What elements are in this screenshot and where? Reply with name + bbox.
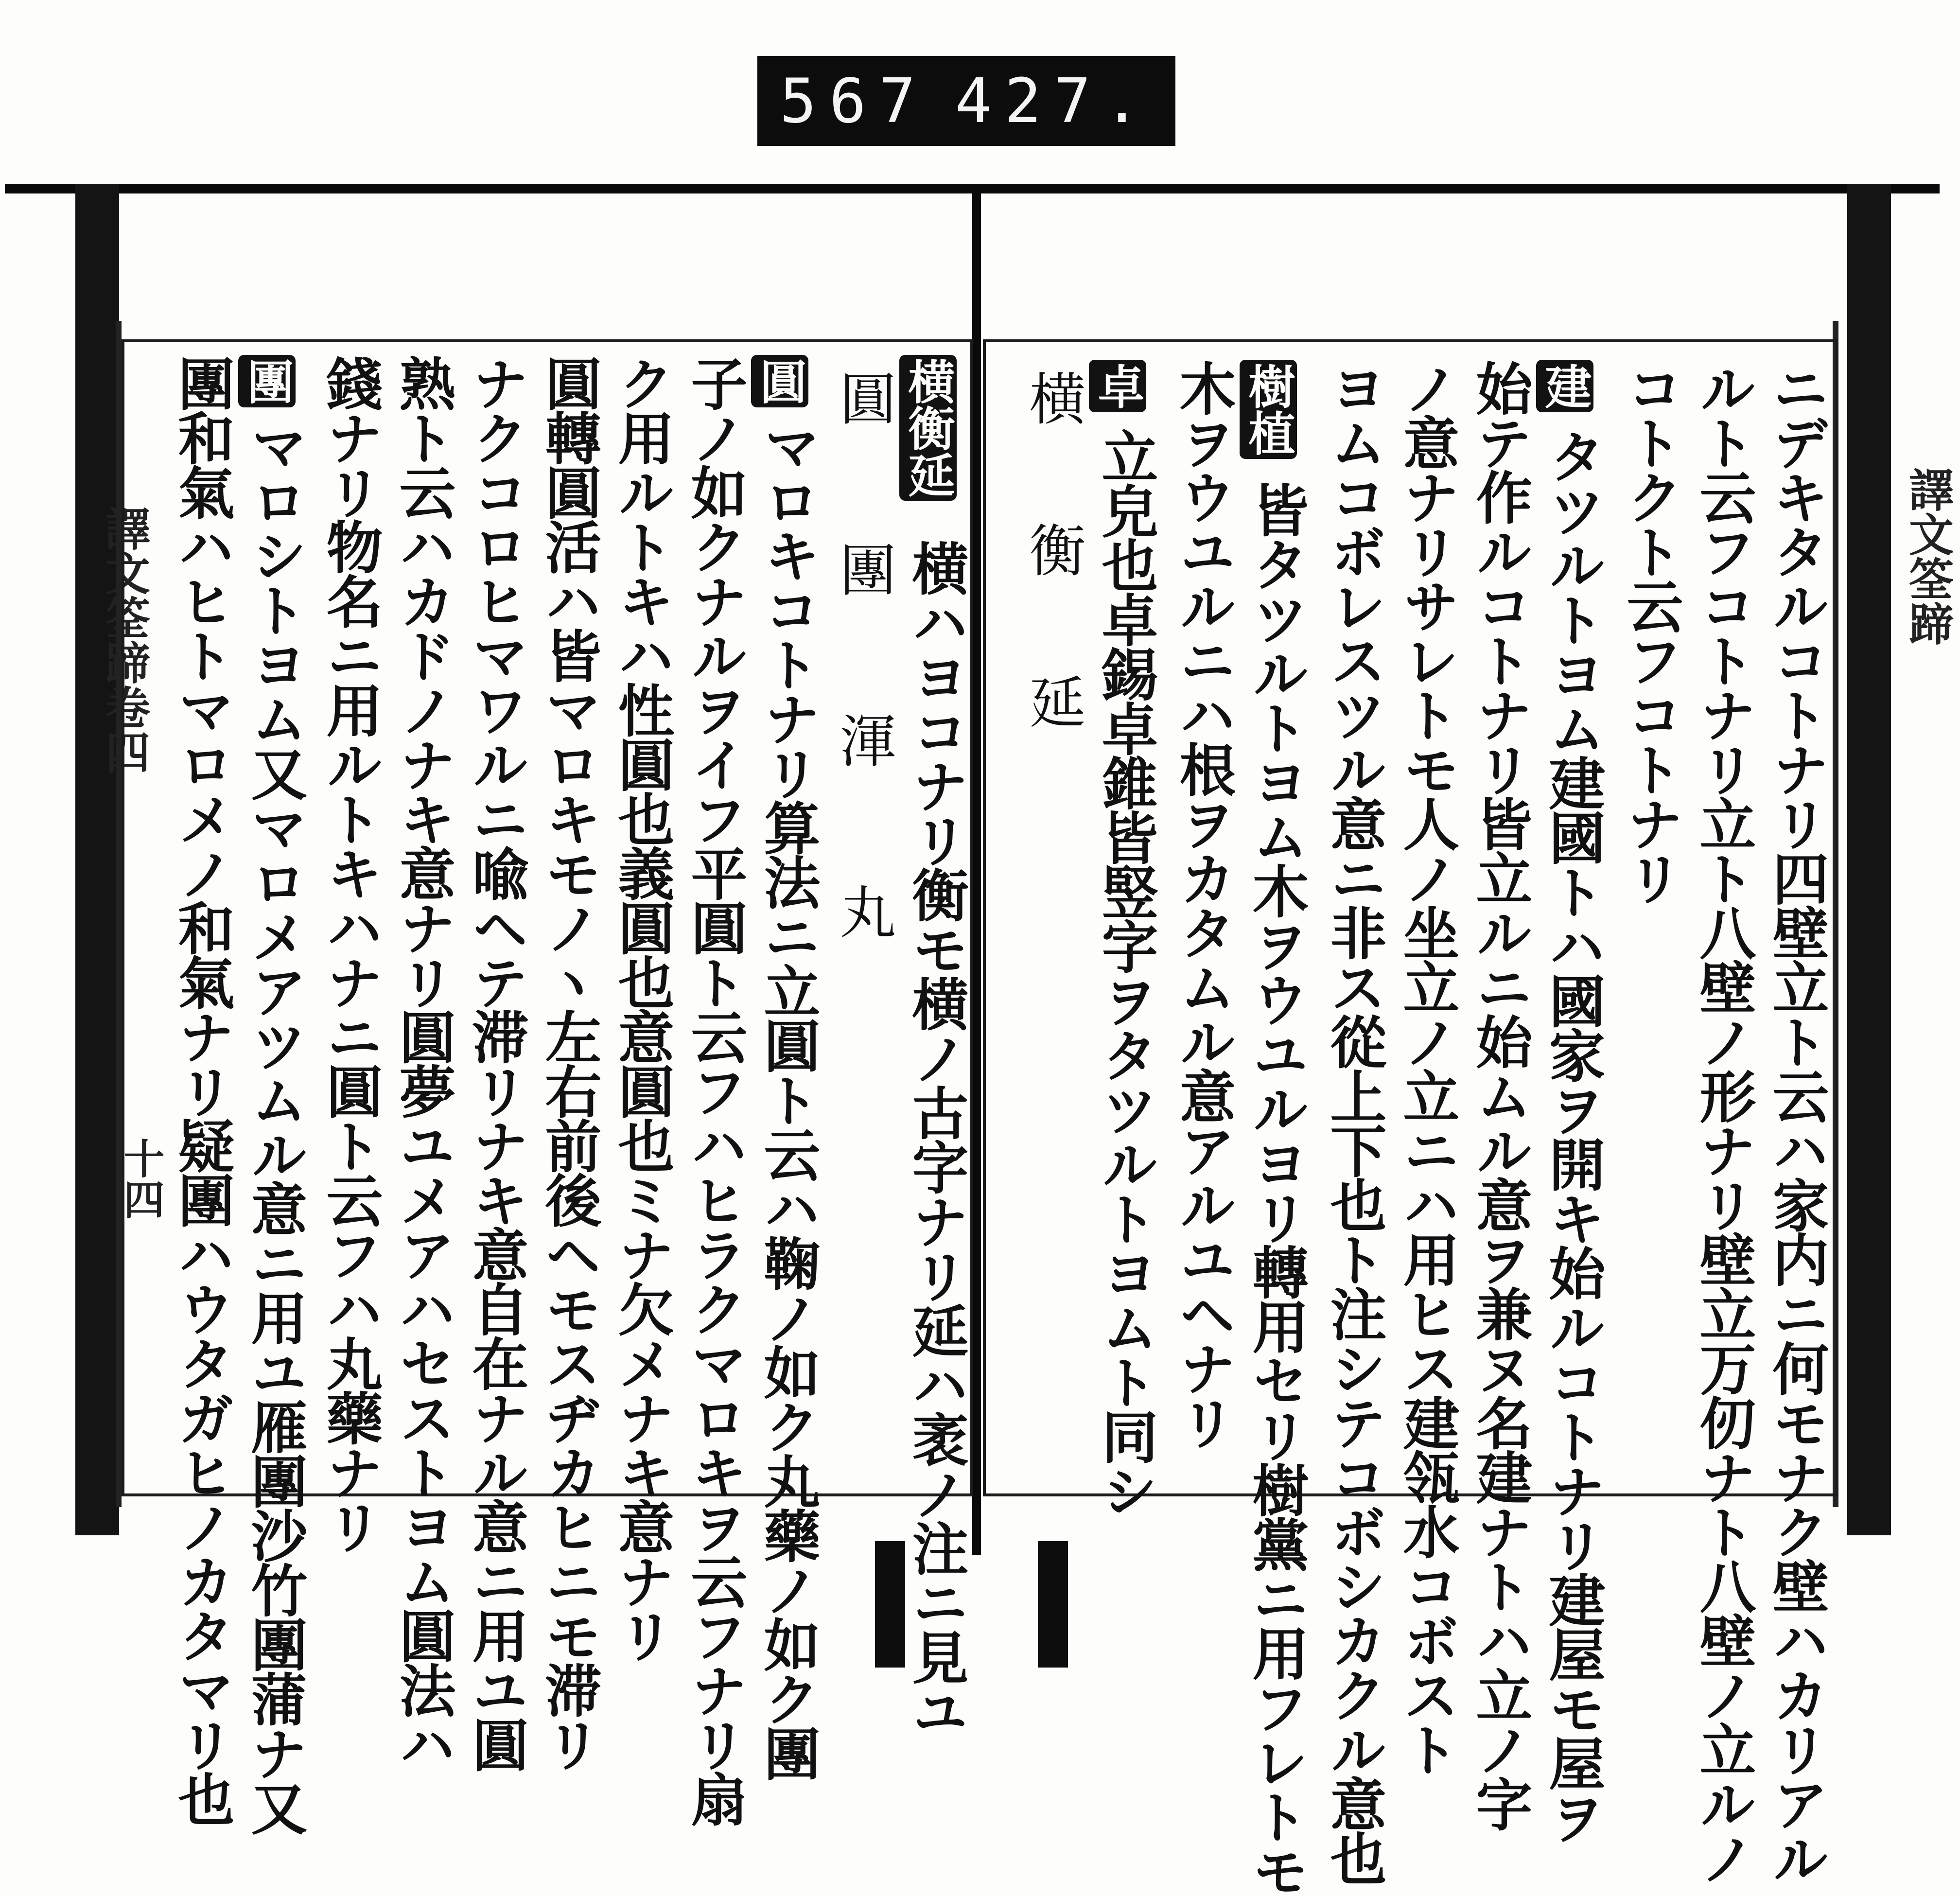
left-margin-title: 譯文筌蹄卷四 xyxy=(98,506,151,774)
left-book-edge xyxy=(75,184,119,1535)
right-col-7: ヨムコボレスツル意ニ非ス從上下也ト注シテコボシカクル意也 xyxy=(1321,360,1387,1884)
right-col-6: ノ意ナリサレトモ人ノ坐立ノ立ニハ用ヒス建瓴水コボスト xyxy=(1394,360,1460,1775)
left-col-8: 熟ト云ハカドノナキ意ナリ圓夢ユメアハセストヨム圓法ハ xyxy=(390,355,456,1771)
left-col-5: ク用ルトキハ性圓也義圓也意圓也ミナ欠メナキ意ナリ xyxy=(609,355,675,1662)
left-col-6: 圓轉圓活ハ皆マロキモノヽ左右前後ヘモスヂカヒニモ滞リ xyxy=(536,355,602,1771)
left-col-1: 横ハヨコナリ衡モ横ノ古字ナリ延ハ袤ノ注ニ見ユ xyxy=(903,540,969,1738)
right-col-11: 横 衡 延 xyxy=(1020,369,1085,749)
right-col-2: ルト云フコトナリ立ト八壁ノ形ナリ壁立万仞ナト八壁ノ立ルノ xyxy=(1690,360,1756,1884)
left-col-3: マロキコトナリ算法ニ立圓ト云ハ鞠ノ如ク丸藥ノ如ク團 xyxy=(754,418,821,1779)
right-col-8: 皆タツルトヨム木ヲウユルヨリ轉用セリ樹黨ニ用フレトモ xyxy=(1243,481,1309,1897)
left-col-2: 圓 團 渾 丸 xyxy=(830,369,896,968)
left-col-7: ナクコロヒマワルニ喩ヘテ滞リナキ意自在ナル意ニ用ユ圓 xyxy=(463,355,529,1771)
entry-heading-ju-shoku: 樹植 xyxy=(1240,360,1297,459)
right-col-1: ニデキタルコトナリ四壁立ト云ハ家内ニ何モナク壁ハカリアル xyxy=(1763,360,1829,1884)
left-col-4: 子ノ如クナルヲイフ平圓ト云フハヒラクマロキヲ云フナリ扇 xyxy=(682,355,748,1825)
right-col-9: 木ヲウユルニハ根ヲカタムル意アルユヘナリ xyxy=(1170,360,1236,1449)
entry-heading-en: 圓 xyxy=(751,355,808,407)
left-col-11: 團和氣ハヒトマロメノ和氣ナリ疑團ハウタガヒノカタマリ也 xyxy=(169,355,235,1825)
entry-heading-ou-kou-en: 横衡延 xyxy=(899,355,957,501)
left-col-10: マロシトヨム又マロメアツムル意ニ用ユ雁團沙竹團蒲ナ又 xyxy=(242,418,308,1834)
right-book-edge xyxy=(1847,184,1891,1535)
left-edge-line xyxy=(116,321,122,1507)
spine-tab-right xyxy=(1038,1541,1068,1668)
archive-number-left: 567 xyxy=(780,65,928,137)
right-col-10: 立皃也卓錫卓錐皆竪字ヲタツルトヨムト同シ xyxy=(1092,428,1158,1517)
right-col-4: タツルトヨム建國トハ國家ヲ開キ始ルコトナリ建屋モ屋ヲ xyxy=(1540,428,1606,1844)
left-col-9: 錢ナリ物名ニ用ルトキハナニ圓ト云フハ丸藥ナリ xyxy=(317,355,383,1553)
archive-label xyxy=(757,56,1175,146)
right-col-3: コトクト云フコトナリ xyxy=(1617,360,1683,904)
entry-heading-dan: 團 xyxy=(238,355,296,407)
page-number: 十四 xyxy=(117,1138,165,1219)
right-col-5: 始テ作ルコトナリ皆立ルニ始ムル意ヲ兼ヌ名建ナトハ立ノ字 xyxy=(1467,360,1533,1830)
entry-heading-taku: 卓 xyxy=(1089,360,1146,412)
book-spine xyxy=(972,184,981,1555)
right-margin-title: 譯文筌蹄 xyxy=(1902,467,1954,646)
entry-heading-ken: 建 xyxy=(1536,360,1593,412)
archive-number-right: 427. xyxy=(955,65,1153,137)
